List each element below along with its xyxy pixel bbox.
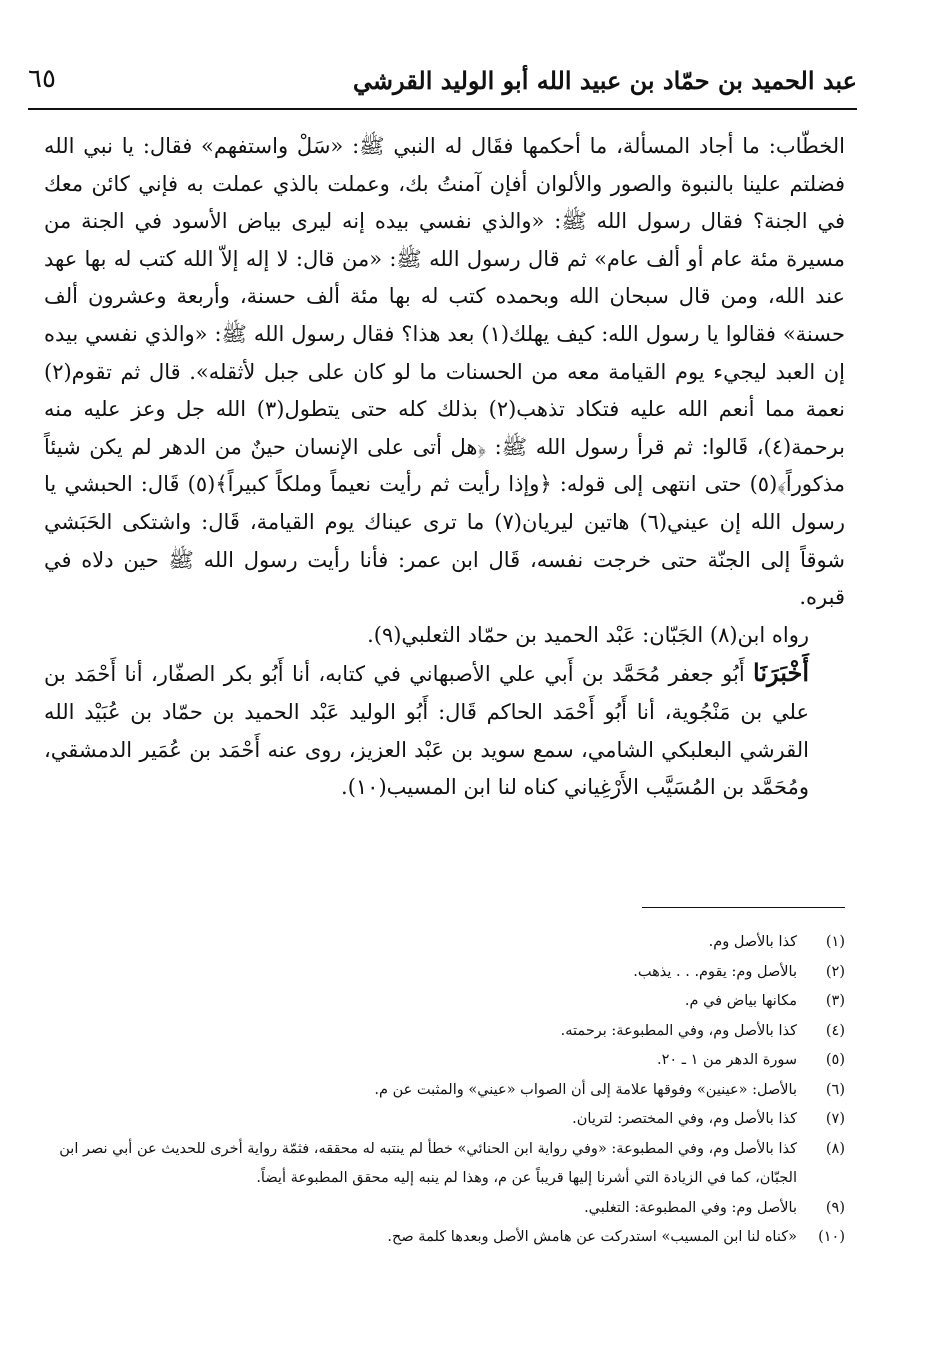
footnote-3 xyxy=(44,987,845,1017)
footnote-number: (٤) xyxy=(825,1022,845,1039)
biography-text: أَبُو جعفر مُحَمَّد بن أَبي علي الأصبهاني في كتابه، أنا أَبُو بكر الصفّار، أنا أَحْمَد بن علي بن مَنْجُوية، أنا أَبُو أَحْمَد الحاكم قَال: أَبُو الوليد عَبْد الحميد بن حمّاد بن عُبَيْد الله القرشي البعلبكي الشامي، سمع سويد بن عَبْد العزيز، روى عنه أَحْمَد بن عُمَير الدمشقي، ومُحَمَّد بن المُسَيَّب الأَرْغِياني كناه لنا ابن المسيب(١٠). xyxy=(44,662,809,800)
footnote-number: (١٠) xyxy=(818,1229,845,1245)
footnote-2 xyxy=(44,958,845,988)
footnote-number: (٢) xyxy=(825,963,845,980)
footnote-7 xyxy=(44,1105,845,1135)
footnote-1 xyxy=(44,928,845,958)
footnote-number: (١) xyxy=(825,934,845,950)
footnote-number: (٧) xyxy=(825,1111,845,1127)
footnote-text: كذا بالأصل وم. xyxy=(708,934,797,950)
footnote-text: «كناه لنا ابن المسيب» استدركت عن هامش الأصل وبعدها كلمة صح. xyxy=(387,1229,797,1245)
footnote-text: سورة الدهر من ١ ـ ٢٠. xyxy=(656,1052,797,1068)
paragraph-biography xyxy=(44,654,845,806)
footnote-text: كذا بالأصل وم، وفي المطبوعة: «وفي رواية ابن الحنائي» خطأ لم ينتبه له محققه، فثمّة رواية أخرى للحديث عن أبي نصر ابن الجبّان، كما في الزيادة التي أشرنا إليها قريباً عن م، وهذا لم ينبه إليه محقق المطبوعة أيضاً. xyxy=(59,1140,797,1186)
footnote-text: بالأصل وم: يقوم. . . يذهب. xyxy=(633,963,797,980)
footnote-number: (٦) xyxy=(825,1081,845,1098)
footnote-9 xyxy=(44,1194,845,1224)
paragraph-hadith: الخطّاب: ما أجاد المسألة، ما أحكمها فقَال له النبي ﷺ: «سَلْ واستفهم» فقال: يا نبي الله فضلتم علينا بالنبوة والصور والألوان أفإن آمنتُ بك، وعملت بالذي عملت به فإني كائن معك في الجنة؟ فقال رسول الله ﷺ: «والذي نفسي بيده إنه ليرى بياض الأسود في الجنة من مسيرة مئة عام أو ألف عام» ثم قال رسول الله ﷺ: «من قال: لا إله إلاّ الله كتب له بها عهد عند الله، ومن قال سبحان الله وبحمده كتب له بها مئة ألف حسنة، وأربعة وعشرون ألف حسنة» فقالوا يا رسول الله: كيف يهلك(١) بعد هذا؟ فقال رسول الله ﷺ: «والذي نفسي بيده إن العبد ليجيء يوم القيامة معه من الحسنات ما لو كان على جبل لأثقله». قال ثم تقوم(٢) نعمة مما أنعم الله عليه فتكاد تذهب(٢) بذلك كله حتى يتطول(٣) الله جل وعز عليه منه برحمة(٤)، قَالوا: ثم قرأ رسول الله ﷺ: ﴿هل أتى على الإنسان حينٌ من الدهر لم يكن شيئاً مذكوراً﴾(٥) حتى انتهى إلى قوله: ﴿وإذا رأيت ثم رأيت نعيماً وملكاً كبيراً﴾(٥) قَال: الحبشي يا رسول الله إن عيني(٦) هاتين ليريان(٧) ما ترى عيناك يوم القيامة، قَال: واشتكى الحَبَشي شوقاً إلى الجنّة حتى خرجت نفسه، قَال ابن عمر: فأنا رأيت رسول الله ﷺ حين دلاه في قبره. xyxy=(44,134,845,610)
paragraph-narration: رواه ابن(٨) الجَبّان: عَبْد الحميد بن حمّاد الثعلبي(٩). xyxy=(367,622,809,647)
footnote-6 xyxy=(44,1076,845,1106)
footnote-4 xyxy=(44,1017,845,1047)
akhbarana-lead: أَخْبَرَنَا xyxy=(753,658,809,688)
running-head: عبد الحميد بن حمّاد بن عبيد الله أبو الوليد القرشي xyxy=(352,66,857,95)
footnote-text: كذا بالأصل وم، وفي المختصر: لتريان. xyxy=(572,1111,797,1127)
main-text xyxy=(44,128,845,807)
footnote-number: (٨) xyxy=(825,1140,845,1157)
footnote-text: بالأصل وم: وفي المطبوعة: التغلبي. xyxy=(584,1199,797,1216)
page-header xyxy=(28,62,857,102)
footnote-text: مكانها بياض في م. xyxy=(684,993,797,1009)
footnote-text: بالأصل: «عينين» وفوقها علامة إلى أن الصواب «عيني» والمثبت عن م. xyxy=(374,1081,797,1098)
footnote-5 xyxy=(44,1046,845,1076)
header-divider xyxy=(28,108,857,110)
footnote-number: (٩) xyxy=(825,1199,845,1216)
footnote-10 xyxy=(44,1223,845,1253)
footnote-number: (٣) xyxy=(825,993,845,1009)
footnote-number: (٥) xyxy=(825,1052,845,1068)
footnote-8 xyxy=(44,1135,845,1194)
footnotes xyxy=(44,928,845,1253)
footnote-divider xyxy=(642,907,845,908)
footnote-text: كذا بالأصل وم، وفي المطبوعة: برحمته. xyxy=(560,1022,797,1039)
page-number: ٦٥ xyxy=(28,64,56,94)
